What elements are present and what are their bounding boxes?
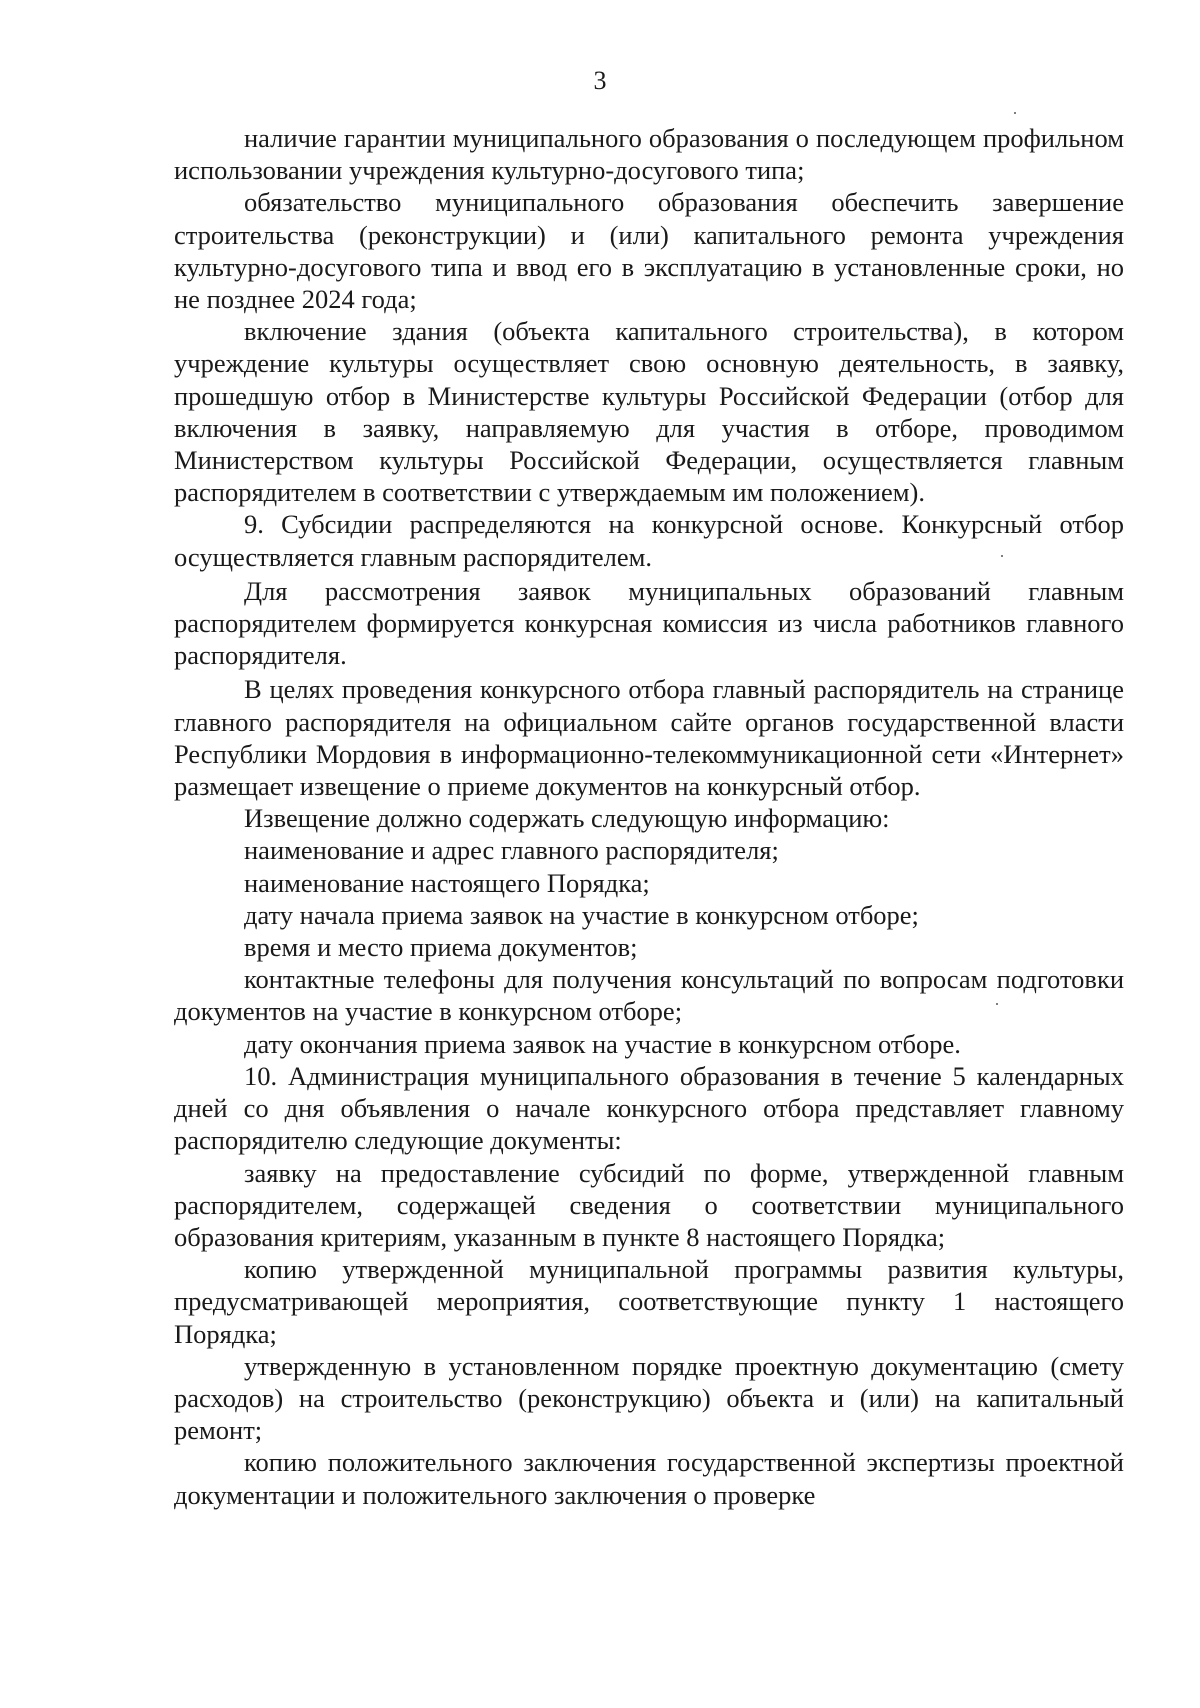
list-item-program-copy: копию утвержденной муниципальной программы развития культуры, предусматривающей мероприятия, соответствующие пункту 1 настоящего Порядка; (174, 1254, 1124, 1349)
list-item-project-documentation: утвержденную в установленном порядке проектную документацию (смету расходов) на строительство (реконструкцию) объекта и (или) на капитальный ремонт; (174, 1350, 1124, 1446)
paragraph-item-10: 10. Администрация муниципального образования в течение 5 календарных дней со дня объявления о начале конкурсного отбора представляет главному распорядителю следующие документы: (174, 1060, 1124, 1156)
scan-speck (996, 1003, 998, 1005)
paragraph-commission: Для рассмотрения заявок муниципальных образований главным распорядителем формируется конкурсная комиссия из числа работников главного распорядителя. (174, 575, 1124, 671)
paragraph-notice-publication: В целях проведения конкурсного отбора главный распорядитель на странице главного распорядителя на официальном сайте органов государственной власти Республики Мордовия в информационно-телекоммуникационной сети «Интернет» размещает извещение о приеме документов на конкурсный отбор. (174, 674, 1124, 802)
list-item-procedure-name: наименование настоящего Порядка; (244, 867, 650, 898)
document-body (174, 122, 1124, 1511)
list-item-start-date: дату начала приема заявок на участие в конкурсном отборе; (244, 899, 919, 930)
scan-speck (1014, 112, 1016, 114)
list-item-application: заявку на предоставление субсидий по форме, утвержденной главным распорядителем, содержащей сведения о соответствии муниципального образования критериям, указанным в пункте 8 настоящего Порядка; (174, 1157, 1124, 1252)
paragraph-guarantee-profile-use: наличие гарантии муниципального образования о последующем профильном использовании учреждения культурно-досугового типа; (174, 123, 1124, 186)
list-item-contact-phones: контактные телефоны для получения консультаций по вопросам подготовки документов на участие в конкурсном отборе; (174, 964, 1124, 1027)
paragraph-item-9: 9. Субсидии распределяются на конкурсной основе. Конкурсный отбор осуществляется главным распорядителем. (174, 509, 1124, 572)
list-item-expertise-conclusion: копию положительного заключения государственной экспертизы проектной документации и положительного заключения о проверке (174, 1447, 1124, 1510)
scan-speck (1001, 555, 1003, 557)
paragraph-completion-obligation: обязательство муниципального образования обеспечить завершение строительства (реконструкции) и (или) капитального ремонта учреждения культурно-досугового типа и ввод его в эксплуатацию в установленные сроки, но не позднее 2024 года; (174, 187, 1124, 315)
paragraph-notice-contents-intro: Извещение должно содержать следующую информацию: (244, 803, 890, 834)
list-item-time-place: время и место приема документов; (244, 932, 638, 963)
list-item-name-address: наименование и адрес главного распорядителя; (244, 835, 779, 866)
page-number: 3 (593, 66, 607, 95)
list-item-end-date: дату окончания приема заявок на участие в конкурсном отборе. (244, 1028, 961, 1059)
paragraph-building-inclusion: включение здания (объекта капитального строительства), в котором учреждение культуры осуществляет свою основную деятельность, в заявку, прошедшую отбор в Министерстве культуры Российской Федерации (отбор для включения в заявку, направляемую для участия в отборе, проводимом Министерством культуры Российской Федерации, осуществляется главным распорядителем в соответствии с утверждаемым им положением). (174, 316, 1124, 508)
